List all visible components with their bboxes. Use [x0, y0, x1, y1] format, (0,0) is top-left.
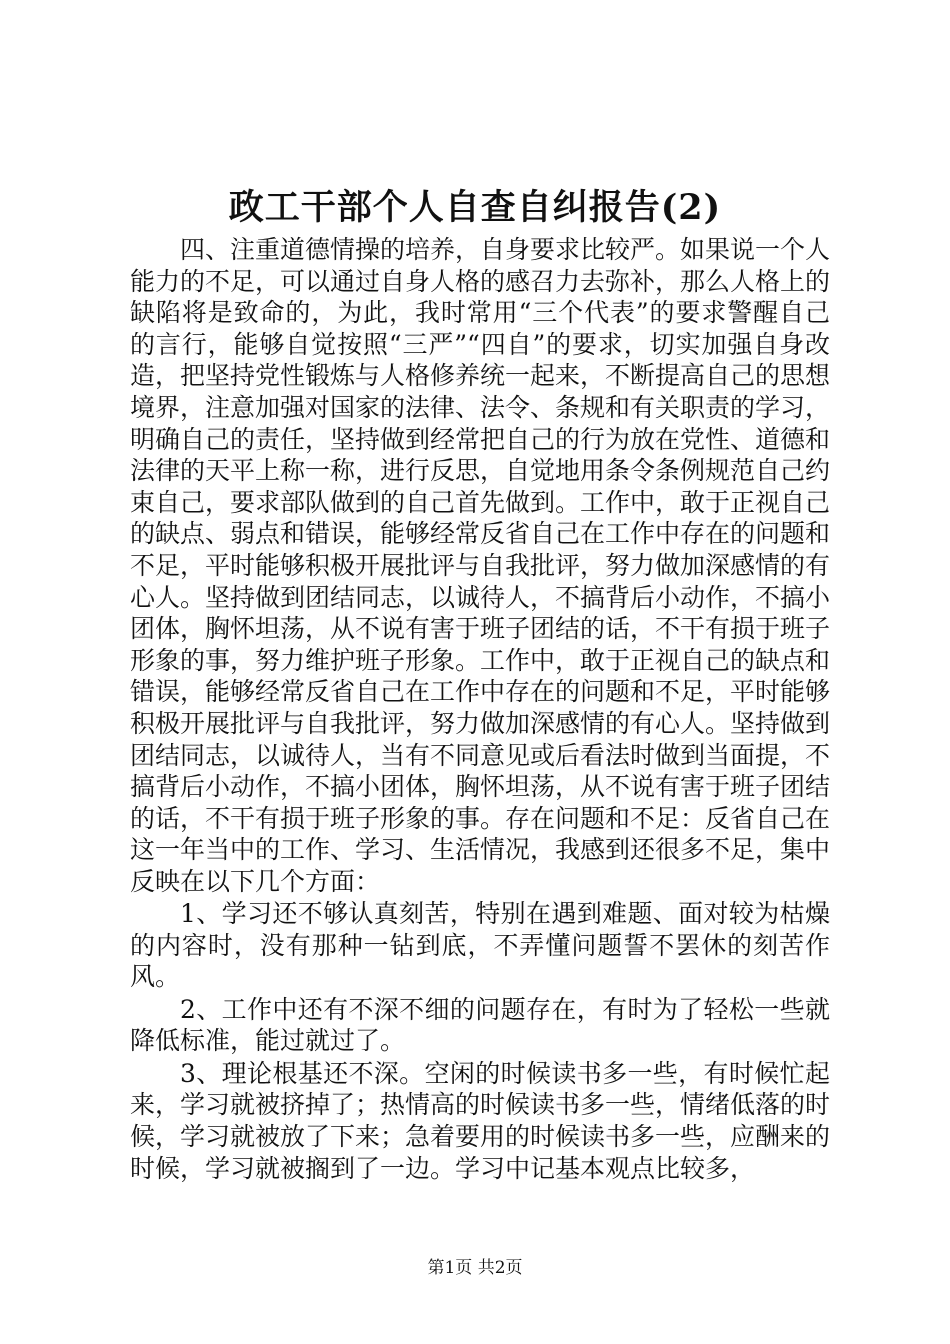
paragraph-4: 3、理论根基还不深。空闲的时候读书多一些，有时候忙起来，学习就被挤掉了；热情高的时候读书多一些，情绪低落的时候，学习就被放了下来；急着要用的时候读书多一些，应酬来的时候，学习就被搁到了一边。学习中记基本观点比较多， [130, 1058, 831, 1183]
document-body [130, 234, 830, 1184]
page-number-footer: 第1页 共2页 [427, 1258, 523, 1278]
paragraph-1: 四、注重道德情操的培养，自身要求比较严。如果说一个人能力的不足，可以通过自身人格的感召力去弥补，那么人格上的缺陷将是致命的，为此，我时常用“三个代表”的要求警醒自己的言行，能够自觉按照“三严”“四自”的要求，切实加强自身改造，把坚持党性锻炼与人格修养统一起来，不断提高自己的思想境界，注意加强对国家的法律、法令、条规和有关职责的学习，明确自己的责任，坚持做到经常把自己的行为放在党性、道德和法律的天平上称一称，进行反思，自觉地用条令条例规范自己约束自己，要求部队做到的自己首先做到。工作中，敢于正视自己的缺点、弱点和错误，能够经常反省自己在工作中存在的问题和不足，平时能够积极开展批评与自我批评，努力做加深感情的有心人。坚持做到团结同志，以诚待人，不搞背后小动作，不搞小团体，胸怀坦荡，从不说有害于班子团结的话，不干有损于班子形象的事，努力维护班子形象。工作中，敢于正视自己的缺点和错误，能够经常反省自己在工作中存在的问题和不足，平时能够积极开展批评与自我批评，努力做加深感情的有心人。坚持做到团结同志，以诚待人，当有不同意见或后看法时做到当面提，不搞背后小动作，不搞小团体，胸怀坦荡，从不说有害于班子团结的话，不干有损于班子形象的事。存在问题和不足：反省自己在这一年当中的工作、学习、生活情况，我感到还很多不足，集中反映在以下几个方面： [130, 235, 831, 896]
document-title: 政工干部个人自查自纠报告(2) [228, 187, 722, 228]
paragraph-3: 2、工作中还有不深不细的问题存在，有时为了轻松一些就降低标准，能过就过了。 [130, 994, 830, 1056]
paragraph-2: 1、学习还不够认真刻苦，特别在遇到难题、面对较为枯燥的内容时，没有那种一钻到底，不弄懂问题誓不罢休的刻苦作风。 [130, 899, 830, 992]
